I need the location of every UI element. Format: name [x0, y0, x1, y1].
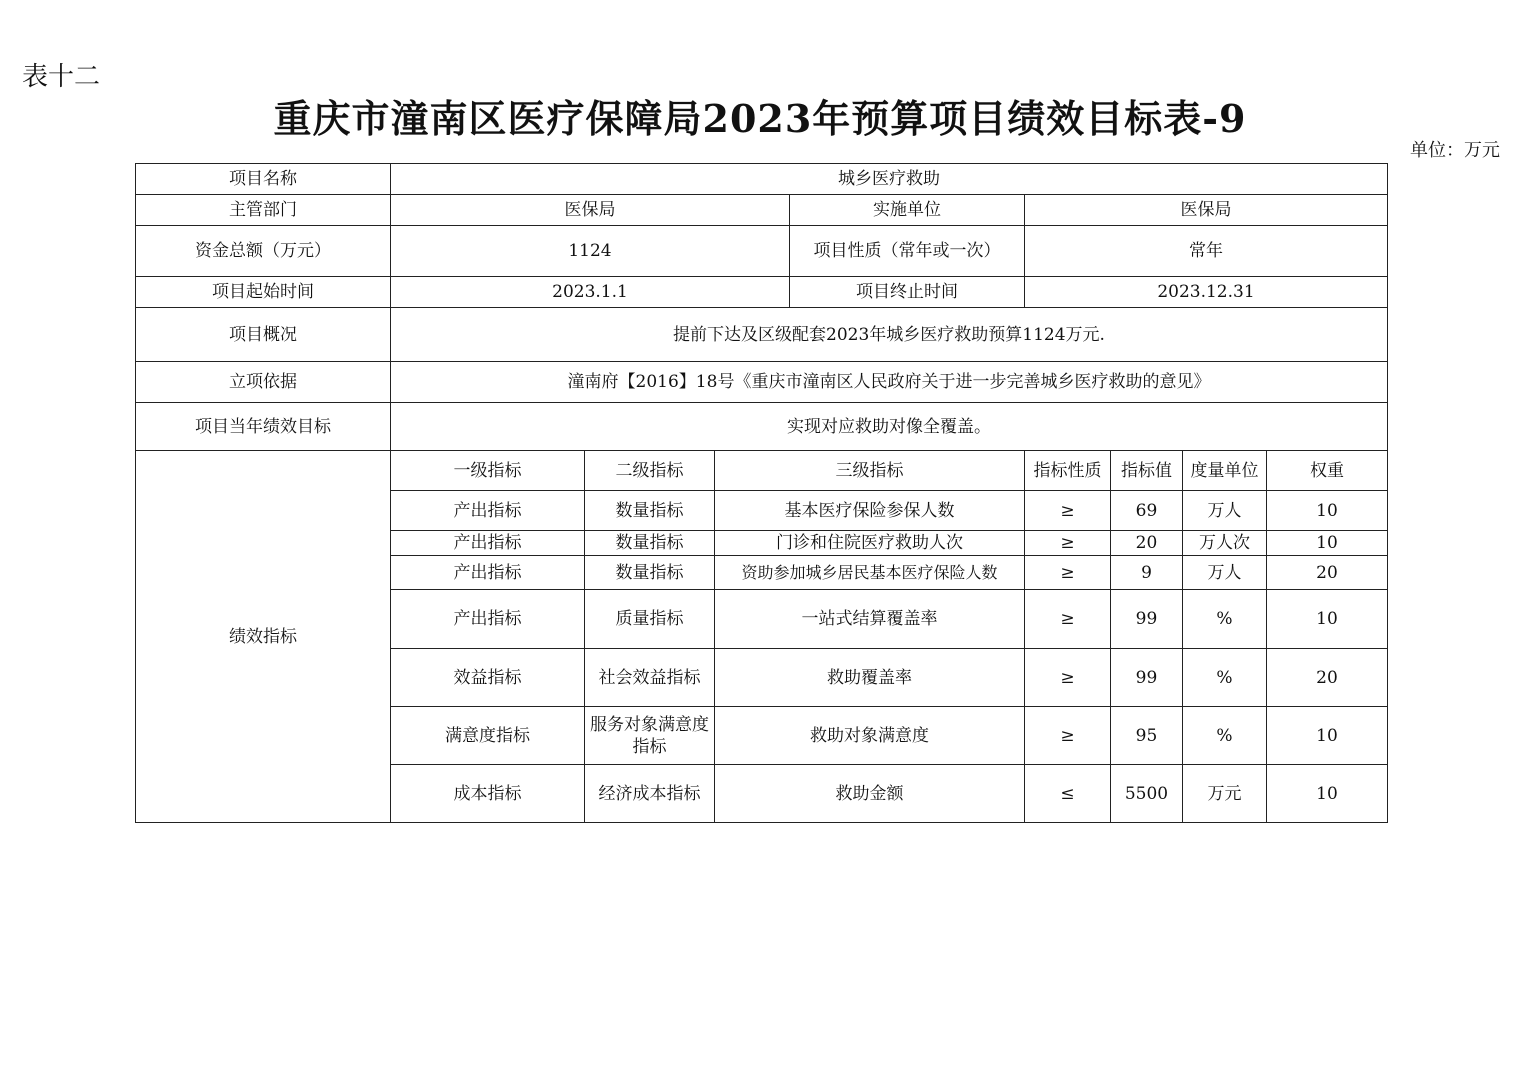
annual-goal-value: 实现对应救助对像全覆盖。 — [391, 403, 1388, 451]
project-name-value: 城乡医疗救助 — [391, 164, 1388, 195]
level2-cell: 数量指标 — [585, 531, 715, 556]
level3-cell: 资助参加城乡居民基本医疗保险人数 — [715, 556, 1025, 590]
end-time-value: 2023.12.31 — [1025, 277, 1388, 308]
level3-cell: 基本医疗保险参保人数 — [715, 491, 1025, 531]
level1-cell: 产出指标 — [391, 491, 585, 531]
header-value: 指标值 — [1111, 451, 1183, 491]
performance-target-table — [135, 163, 1388, 823]
level3-cell: 救助覆盖率 — [715, 649, 1025, 707]
annual-goal-label: 项目当年绩效目标 — [136, 403, 391, 451]
basis-label: 立项依据 — [136, 362, 391, 403]
indicator-header-row — [136, 451, 1388, 491]
row-basis — [136, 362, 1388, 403]
nature-cell: ≤ — [1025, 765, 1111, 823]
table-number: 表十二 — [22, 62, 101, 92]
weight-cell: 10 — [1267, 531, 1388, 556]
value-cell: 5500 — [1111, 765, 1183, 823]
nature-cell: ≥ — [1025, 649, 1111, 707]
value-cell: 9 — [1111, 556, 1183, 590]
weight-cell: 10 — [1267, 590, 1388, 649]
weight-cell: 20 — [1267, 556, 1388, 590]
project-nature-value: 常年 — [1025, 226, 1388, 277]
level1-cell: 效益指标 — [391, 649, 585, 707]
nature-cell: ≥ — [1025, 556, 1111, 590]
start-time-value: 2023.1.1 — [391, 277, 790, 308]
unit-cell: 万元 — [1183, 765, 1267, 823]
unit-cell: % — [1183, 707, 1267, 765]
header-level3: 三级指标 — [715, 451, 1025, 491]
level1-cell: 满意度指标 — [391, 707, 585, 765]
weight-cell: 10 — [1267, 707, 1388, 765]
unit-cell: 万人次 — [1183, 531, 1267, 556]
nature-cell: ≥ — [1025, 590, 1111, 649]
value-cell: 69 — [1111, 491, 1183, 531]
level1-cell: 产出指标 — [391, 531, 585, 556]
row-funds — [136, 226, 1388, 277]
level2-cell: 数量指标 — [585, 491, 715, 531]
nature-cell: ≥ — [1025, 707, 1111, 765]
level3-cell: 门诊和住院医疗救助人次 — [715, 531, 1025, 556]
basis-value: 潼南府【2016】18号《重庆市潼南区人民政府关于进一步完善城乡医疗救助的意见》 — [391, 362, 1388, 403]
header-unit: 度量单位 — [1183, 451, 1267, 491]
implementing-unit-value: 医保局 — [1025, 195, 1388, 226]
row-department — [136, 195, 1388, 226]
funds-value: 1124 — [391, 226, 790, 277]
level1-cell: 产出指标 — [391, 556, 585, 590]
value-cell: 99 — [1111, 590, 1183, 649]
level3-cell: 救助金额 — [715, 765, 1025, 823]
unit-label: 单位：万元 — [1410, 140, 1500, 161]
overview-label: 项目概况 — [136, 308, 391, 362]
nature-cell: ≥ — [1025, 531, 1111, 556]
project-name-label: 项目名称 — [136, 164, 391, 195]
nature-cell: ≥ — [1025, 491, 1111, 531]
header-level1: 一级指标 — [391, 451, 585, 491]
department-label: 主管部门 — [136, 195, 391, 226]
project-nature-label: 项目性质（常年或一次） — [790, 226, 1025, 277]
header-level2: 二级指标 — [585, 451, 715, 491]
row-annual-goal — [136, 403, 1388, 451]
level1-cell: 成本指标 — [391, 765, 585, 823]
value-cell: 99 — [1111, 649, 1183, 707]
overview-value: 提前下达及区级配套2023年城乡医疗救助预算1124万元. — [391, 308, 1388, 362]
implementing-unit-label: 实施单位 — [790, 195, 1025, 226]
level3-cell: 救助对象满意度 — [715, 707, 1025, 765]
unit-cell: % — [1183, 649, 1267, 707]
row-overview — [136, 308, 1388, 362]
weight-cell: 20 — [1267, 649, 1388, 707]
row-project-name — [136, 164, 1388, 195]
level2-cell: 社会效益指标 — [585, 649, 715, 707]
level3-cell: 一站式结算覆盖率 — [715, 590, 1025, 649]
end-time-label: 项目终止时间 — [790, 277, 1025, 308]
funds-label: 资金总额（万元） — [136, 226, 391, 277]
indicators-label: 绩效指标 — [136, 451, 391, 823]
value-cell: 95 — [1111, 707, 1183, 765]
header-weight: 权重 — [1267, 451, 1388, 491]
row-dates — [136, 277, 1388, 308]
level2-cell: 服务对象满意度指标 — [585, 707, 715, 765]
level1-cell: 产出指标 — [391, 590, 585, 649]
unit-cell: 万人 — [1183, 491, 1267, 531]
unit-cell: % — [1183, 590, 1267, 649]
department-value: 医保局 — [391, 195, 790, 226]
level2-cell: 经济成本指标 — [585, 765, 715, 823]
start-time-label: 项目起始时间 — [136, 277, 391, 308]
unit-cell: 万人 — [1183, 556, 1267, 590]
weight-cell: 10 — [1267, 491, 1388, 531]
weight-cell: 10 — [1267, 765, 1388, 823]
level2-cell: 数量指标 — [585, 556, 715, 590]
document-title: 重庆市潼南区医疗保障局2023年预算项目绩效目标表-9 — [273, 96, 1247, 141]
level2-cell: 质量指标 — [585, 590, 715, 649]
header-nature: 指标性质 — [1025, 451, 1111, 491]
value-cell: 20 — [1111, 531, 1183, 556]
